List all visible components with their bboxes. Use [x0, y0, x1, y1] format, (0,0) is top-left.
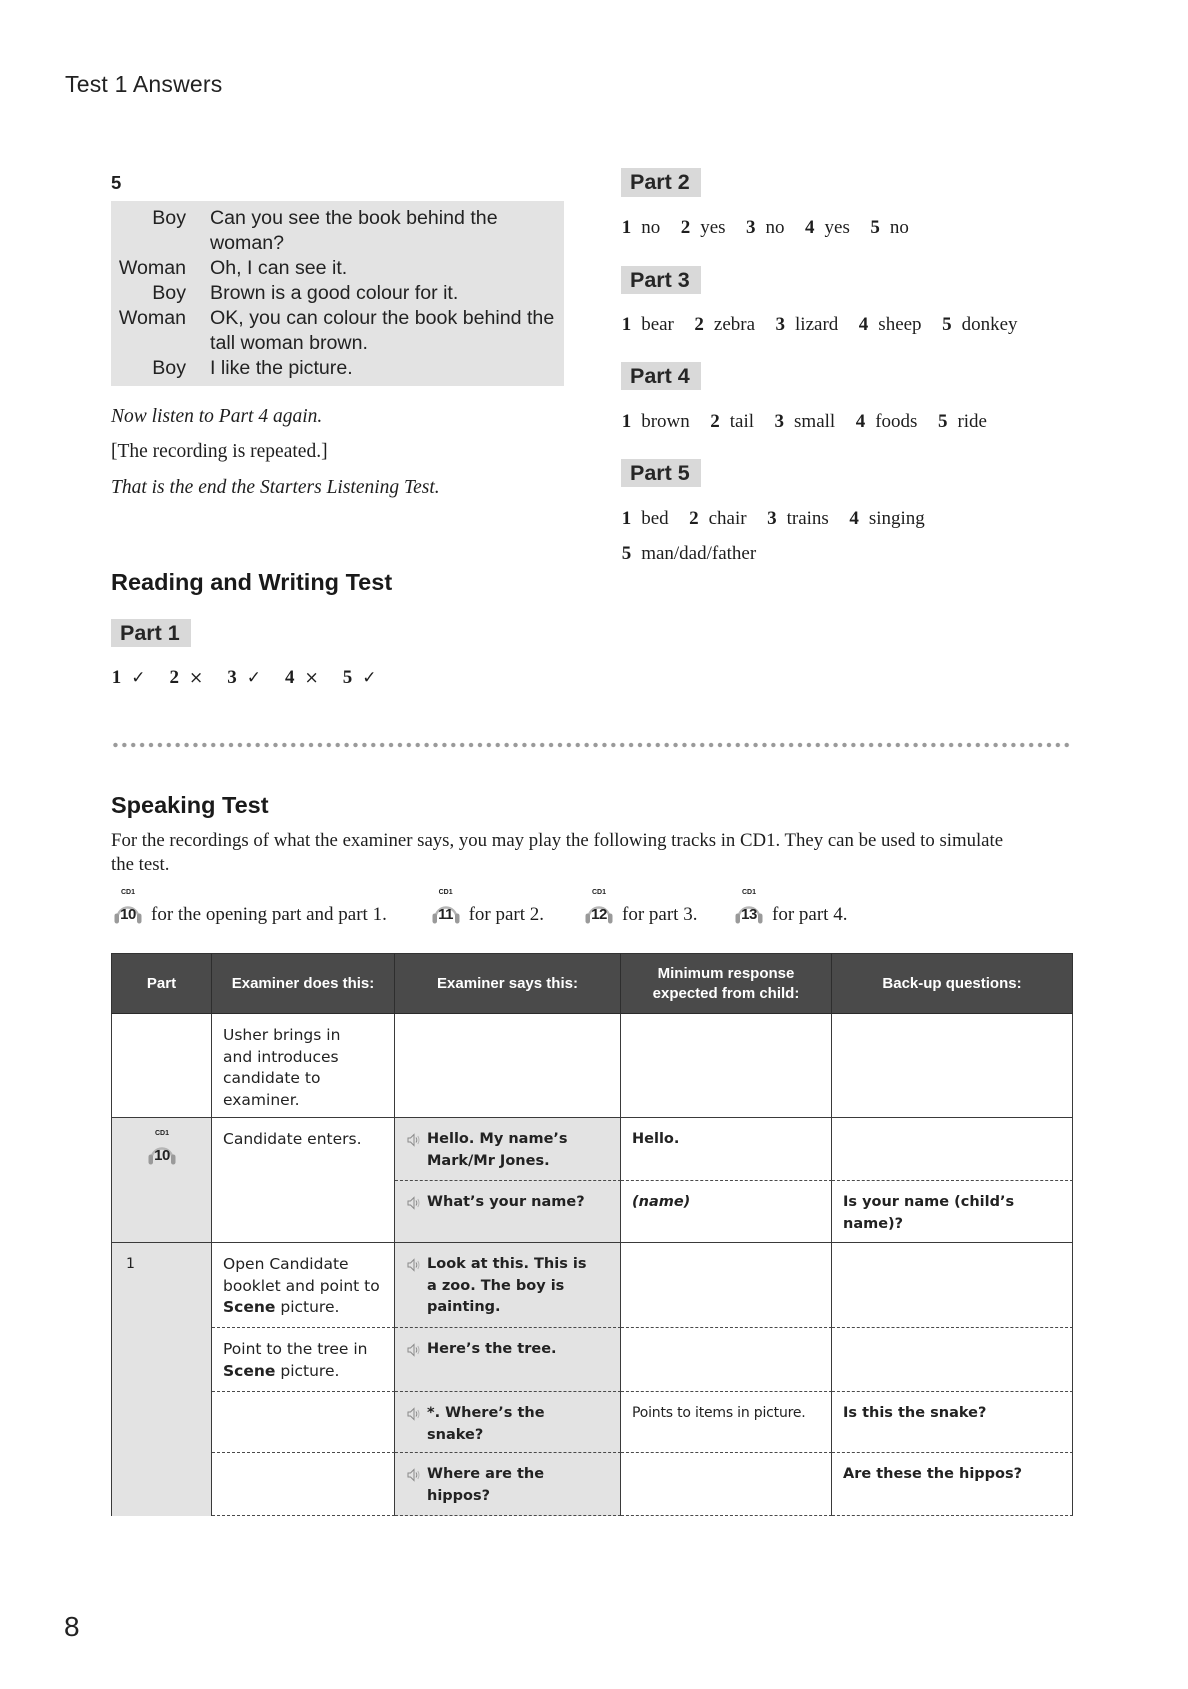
- answer-number: 2: [689, 508, 699, 529]
- answer-number: 2: [680, 217, 691, 238]
- part-cell: 1: [111, 1243, 212, 1516]
- dialogue-line: [111, 256, 564, 281]
- answer-text: ride: [957, 411, 987, 432]
- answer-item: [622, 542, 757, 566]
- speaking-intro: For the recordings of what the examiner says, you may play the following tracks in CD1. They can be used to simulate the test.: [111, 830, 1004, 875]
- answer-text: bear: [641, 314, 674, 335]
- reading-writing-heading: Reading and Writing Test: [111, 568, 393, 595]
- answer-number: 1: [621, 411, 632, 432]
- examiner-says-cell: [395, 1392, 621, 1453]
- speaker-name: Boy: [152, 357, 186, 379]
- answer-text: trains: [786, 508, 829, 529]
- instruction-repeat: Now listen to Part 4 again.: [111, 405, 323, 427]
- question-number: 5: [111, 172, 122, 193]
- dialogue-line: [111, 281, 564, 306]
- track-description: for part 3.: [622, 904, 698, 925]
- answer-item: [859, 313, 922, 337]
- examiner-says-text: Here’s the tree.: [427, 1341, 557, 1357]
- part-4-badge: Part 4: [621, 362, 701, 390]
- backup-question-cell: Are these the hippos?: [832, 1453, 1073, 1516]
- minimum-response-cell: [621, 1243, 832, 1328]
- answer-text: no: [889, 217, 909, 238]
- examiner-says-cell: [395, 1243, 621, 1328]
- answer-number: 2: [694, 314, 704, 335]
- answer-number: 3: [746, 217, 756, 238]
- examiner-says-cell: [395, 1014, 621, 1118]
- dialogue-text: OK, you can colour the book behind the tall woman brown.: [210, 307, 555, 354]
- examiner-does-cell: [212, 1392, 395, 1453]
- dialogue-text: Brown is a good colour for it.: [210, 282, 459, 304]
- answer-item: [227, 666, 261, 690]
- answer-number: 4: [849, 508, 859, 529]
- cd-label: CD1: [741, 889, 756, 896]
- check-mark-icon: ✓: [131, 668, 146, 688]
- answer-item: [689, 507, 746, 531]
- speaker-icon: [407, 1406, 420, 1422]
- answer-number: 3: [227, 667, 237, 688]
- answer-number: 1: [111, 667, 122, 688]
- answer-number: 1: [621, 314, 632, 335]
- answer-number: 3: [774, 411, 785, 432]
- answer-text: lizard: [795, 314, 839, 335]
- examiner-says-text: *. Where’s the snake?: [427, 1405, 545, 1443]
- answer-item: [285, 666, 319, 690]
- answer-text: donkey: [961, 314, 1018, 335]
- minimum-response-cell: [621, 1014, 832, 1118]
- examiner-does-cell: Usher brings in and introduces candidate to examiner.: [212, 1014, 395, 1118]
- cross-mark-icon: ×: [188, 668, 204, 688]
- part-5-answers: [622, 507, 1062, 566]
- answer-text: singing: [868, 508, 925, 529]
- cd-track-badge: [431, 889, 461, 926]
- examiner-says-cell: [395, 1118, 621, 1181]
- answer-item: [694, 313, 755, 337]
- backup-question-cell: [832, 1328, 1073, 1392]
- speaker-name: Boy: [152, 207, 186, 229]
- dialogue-text: Can you see the book behind the woman?: [210, 207, 498, 254]
- track-number: 10: [154, 1147, 170, 1164]
- examiner-says-cell: [395, 1181, 621, 1243]
- track-number: 12: [591, 906, 607, 923]
- answer-text: yes: [824, 217, 850, 238]
- answer-number: 4: [855, 411, 866, 432]
- answer-text: no: [765, 217, 785, 238]
- answer-item: [622, 216, 661, 240]
- examiner-does-cell: [212, 1328, 395, 1392]
- answer-number: 3: [767, 508, 777, 529]
- answer-text: sheep: [878, 314, 922, 335]
- answer-text: no: [641, 217, 661, 238]
- backup-question-cell: Is your name (child’s name)?: [832, 1181, 1073, 1243]
- minimum-response-cell: Hello.: [621, 1118, 832, 1181]
- answer-item: [776, 313, 839, 337]
- speaker-icon: [407, 1467, 420, 1483]
- dialogue-transcript: [111, 201, 564, 386]
- part-2-answers: [622, 216, 1062, 240]
- column-header-examiner-does: Examiner does this:: [212, 953, 395, 1014]
- examiner-does-text: picture.: [275, 1298, 340, 1317]
- backup-question-cell: [832, 1118, 1073, 1181]
- answer-number: 2: [710, 411, 720, 432]
- examiner-does-text: picture.: [275, 1361, 340, 1380]
- answer-number: 2: [169, 667, 179, 688]
- part-4-answers: [622, 410, 1062, 434]
- answer-item: [767, 507, 829, 531]
- answer-number: 1: [621, 217, 632, 238]
- speaker-icon: [407, 1195, 420, 1211]
- examiner-says-text: Look at this. This is a zoo. The boy is painting.: [427, 1256, 587, 1316]
- backup-question-cell: [832, 1014, 1073, 1118]
- cd-label: CD1: [154, 1130, 169, 1137]
- part-cell: [111, 1118, 212, 1243]
- emphasis-text: Scene: [223, 1361, 276, 1380]
- part-2-badge: Part 2: [621, 168, 701, 197]
- track-description: for part 2.: [468, 904, 545, 925]
- part-cell: [111, 1014, 212, 1118]
- answer-text: tail: [729, 411, 755, 432]
- answer-item: [622, 313, 674, 337]
- examiner-does-cell: [212, 1243, 395, 1328]
- answer-number: 5: [937, 411, 948, 432]
- cd-label: CD1: [591, 889, 606, 896]
- answer-text: foods: [875, 411, 918, 432]
- track-description: for part 4.: [772, 904, 848, 925]
- page-number: 8: [64, 1611, 80, 1642]
- answer-number: 4: [805, 217, 815, 238]
- speaker-icon: [407, 1132, 420, 1148]
- speaker-name: Woman: [118, 307, 186, 329]
- dialogue-line: [111, 206, 564, 256]
- column-header-part: Part: [111, 953, 212, 1014]
- answer-item: [343, 666, 377, 690]
- answer-item: [622, 507, 669, 531]
- backup-question-cell: [832, 1243, 1073, 1328]
- examiner-says-text: What’s your name?: [427, 1194, 585, 1210]
- answer-item: [942, 313, 1017, 337]
- answer-text: zebra: [713, 314, 756, 335]
- answer-number: 1: [621, 508, 632, 529]
- dialogue-line: [111, 306, 564, 356]
- column-header-backup-questions: Back-up questions:: [832, 953, 1073, 1014]
- minimum-response-cell: [621, 1328, 832, 1392]
- answer-text: chair: [708, 508, 747, 529]
- minimum-response-cell: Points to items in picture.: [621, 1392, 832, 1453]
- note-repeated: [The recording is repeated.]: [111, 441, 328, 463]
- cd-label: CD1: [120, 889, 135, 896]
- answer-item: [622, 410, 690, 434]
- speaker-name: Boy: [152, 282, 186, 304]
- part-3-answers: [622, 313, 1062, 337]
- answer-text: brown: [641, 411, 690, 432]
- cd-track-badge: [584, 889, 614, 926]
- backup-question-cell: Is this the snake?: [832, 1392, 1073, 1453]
- answer-text: man/dad/father: [641, 543, 757, 564]
- part-3-badge: Part 3: [621, 266, 701, 294]
- answer-item: [681, 216, 726, 240]
- track-number: 13: [741, 906, 757, 923]
- check-mark-icon: ✓: [362, 668, 377, 688]
- answer-text: bed: [641, 508, 669, 529]
- answer-item: [938, 410, 987, 434]
- dialogue-line: [111, 356, 564, 381]
- cd-track-badge: [147, 1130, 177, 1167]
- minimum-response-cell: (name): [621, 1181, 832, 1243]
- answer-item: [805, 216, 850, 240]
- answer-number: 5: [942, 314, 952, 335]
- answer-number: 5: [870, 217, 880, 238]
- answer-item: [856, 410, 918, 434]
- examiner-does-cell: Candidate enters.: [212, 1118, 395, 1243]
- answer-item: [849, 507, 924, 531]
- answer-number: 5: [342, 667, 353, 688]
- part-1-badge: Part 1: [111, 619, 191, 647]
- answer-number: 5: [621, 543, 632, 564]
- cross-mark-icon: ×: [304, 668, 319, 688]
- minimum-response-cell: [621, 1453, 832, 1516]
- cd-label: CD1: [438, 889, 453, 896]
- dialogue-text: I like the picture.: [210, 357, 353, 379]
- examiner-says-text: Where are the hippos?: [427, 1466, 545, 1504]
- examiner-does-cell: [212, 1453, 395, 1516]
- answer-text: yes: [700, 217, 726, 238]
- track-number: 10: [120, 906, 136, 923]
- answer-item: [775, 410, 836, 434]
- answer-item: [870, 216, 909, 240]
- speaking-test-table: [111, 953, 1073, 1516]
- emphasis-text: Scene: [223, 1298, 276, 1317]
- page-title: Test 1 Answers: [65, 71, 223, 97]
- dotted-separator: [111, 742, 1073, 748]
- dialogue-text: Oh, I can see it.: [210, 257, 348, 279]
- track-description: for the opening part and part 1.: [151, 904, 387, 925]
- speaker-icon: [407, 1342, 420, 1358]
- column-header-examiner-says: Examiner says this:: [395, 953, 621, 1014]
- instruction-end: That is the end the Starters Listening Test.: [111, 477, 440, 499]
- speaker-name: Woman: [118, 257, 186, 279]
- part-1-answers: [112, 666, 377, 690]
- cd-track-badge: [734, 889, 764, 926]
- examiner-says-cell: [395, 1328, 621, 1392]
- column-header-minimum-response: Minimum response expected from child:: [621, 953, 832, 1014]
- check-mark-icon: ✓: [246, 668, 261, 688]
- speaking-heading: Speaking Test: [111, 792, 269, 818]
- examiner-does-text: Point to the tree in: [223, 1340, 368, 1358]
- examiner-says-cell: [395, 1453, 621, 1516]
- answer-item: [169, 666, 203, 690]
- track-number: 11: [438, 906, 454, 923]
- answer-number: 4: [284, 667, 295, 688]
- examiner-says-text: Hello. My name’s Mark/Mr Jones.: [427, 1131, 568, 1169]
- answer-text: small: [794, 411, 836, 432]
- answer-number: 4: [858, 314, 869, 335]
- examiner-does-text: Open Candidate booklet and point to: [223, 1255, 380, 1295]
- answer-item: [746, 216, 785, 240]
- answer-number: 3: [775, 314, 786, 335]
- answer-item: [112, 666, 146, 690]
- part-5-badge: Part 5: [621, 459, 701, 487]
- cd-track-badge: [113, 889, 143, 926]
- answer-item: [710, 410, 754, 434]
- speaker-icon: [407, 1257, 420, 1273]
